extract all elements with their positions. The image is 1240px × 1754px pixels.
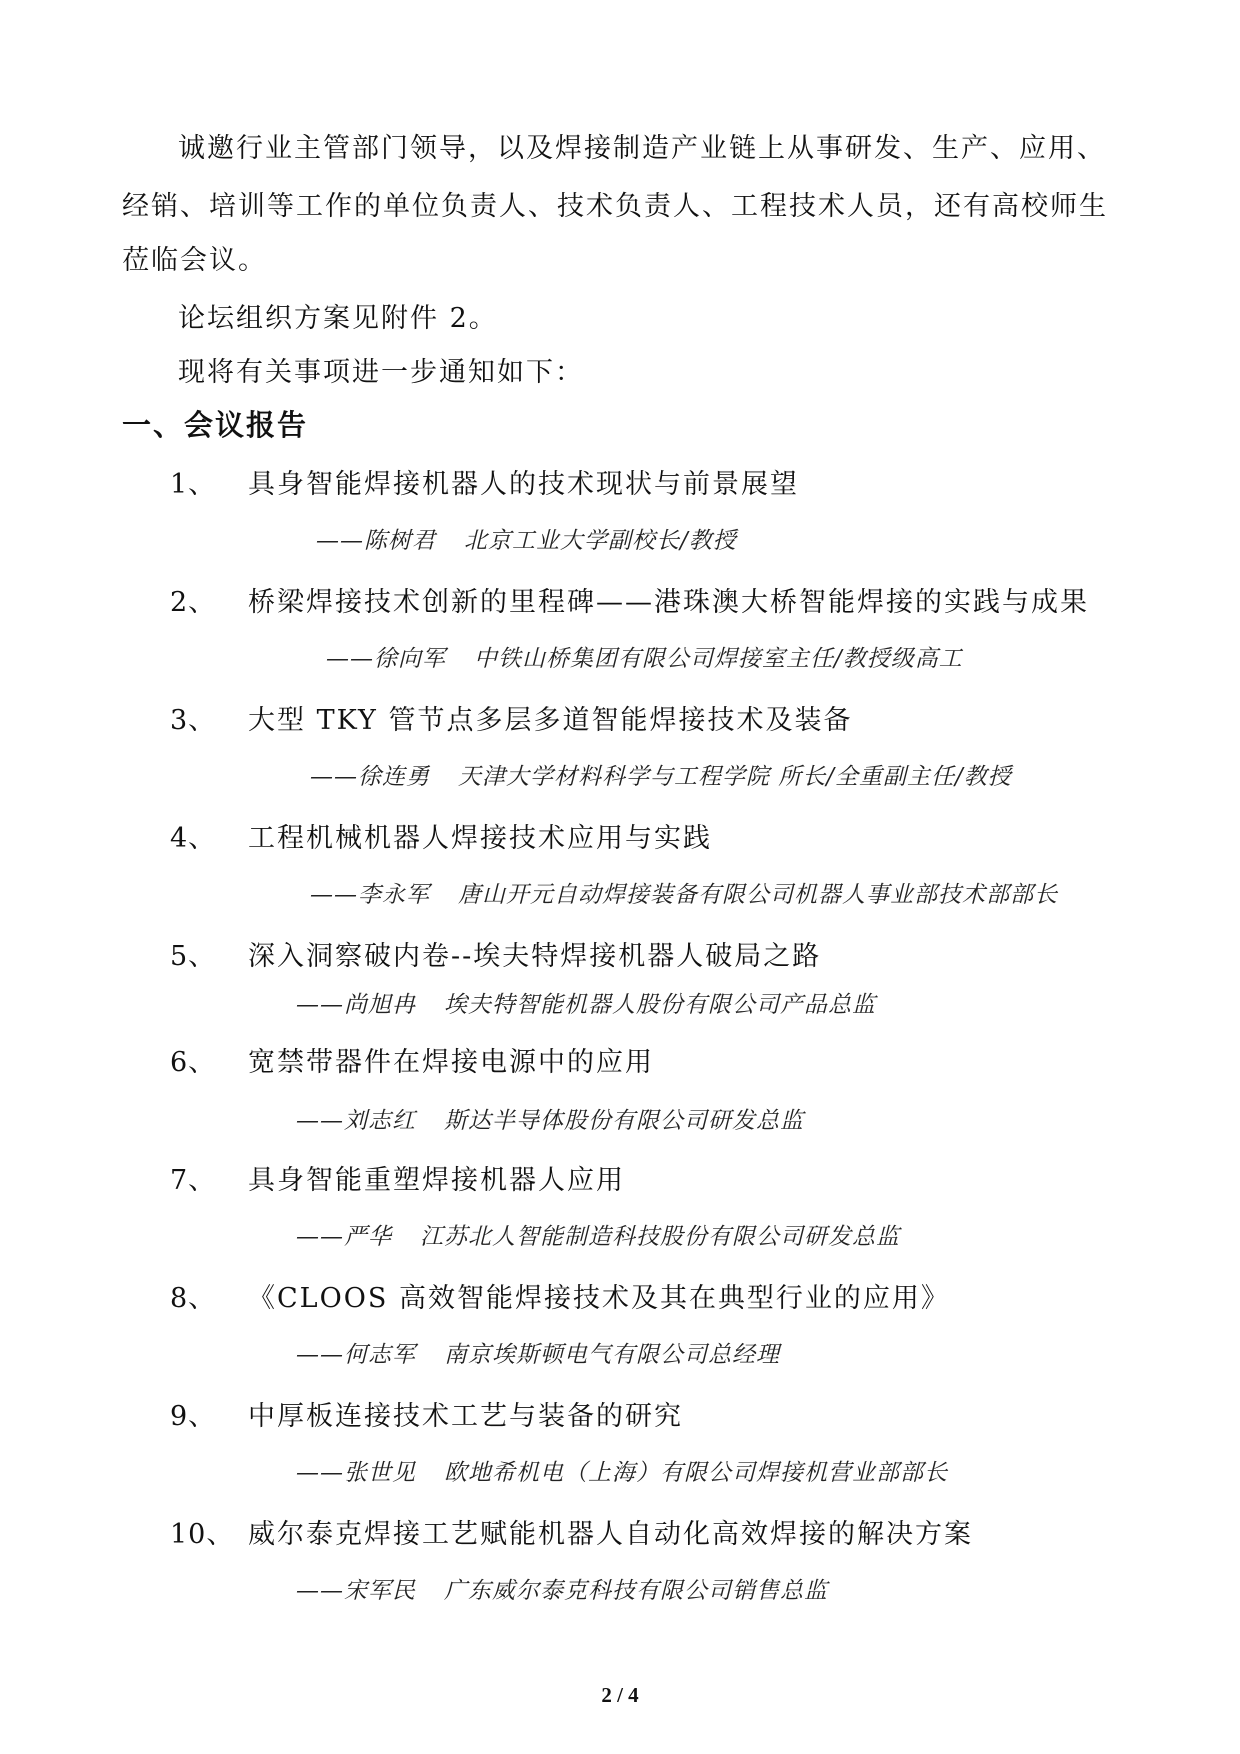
report-title: 威尔泰克焊接工艺赋能机器人自动化高效焊接的解决方案 (248, 1519, 973, 1550)
speaker-name: ——张世见 (296, 1460, 416, 1486)
speaker-name: ——尚旭冉 (296, 992, 416, 1018)
report-speaker (296, 1336, 780, 1369)
report-number: 9、 (170, 1401, 217, 1432)
report-title: 中厚板连接技术工艺与装备的研究 (248, 1401, 683, 1432)
speaker-affiliation: 埃夫特智能机器人股份有限公司产品总监 (444, 992, 876, 1018)
report-number: 3、 (170, 705, 217, 736)
report-number: 1、 (170, 469, 217, 500)
report-speaker (296, 1102, 804, 1135)
speaker-affiliation: 南京埃斯顿电气有限公司总经理 (444, 1342, 780, 1368)
report-speaker (310, 876, 1058, 909)
report-speaker (296, 1572, 828, 1605)
speaker-name: ——李永军 (310, 882, 430, 908)
section-heading: 一、会议报告 (122, 408, 309, 442)
speaker-affiliation: 斯达半导体股份有限公司研发总监 (444, 1108, 804, 1134)
speaker-name: ——严华 (296, 1224, 392, 1250)
report-title: 大型 TKY 管节点多层多道智能焊接技术及装备 (248, 705, 853, 736)
report-title: 工程机械机器人焊接技术应用与实践 (248, 823, 712, 854)
report-number: 4、 (170, 823, 217, 854)
report-number: 10、 (170, 1519, 235, 1550)
page-number: 2 / 4 (601, 1683, 639, 1707)
intro-line-1: 诚邀行业主管部门领导，以及焊接制造产业链上从事研发、生产、应用、 (178, 133, 1106, 164)
report-title: 具身智能重塑焊接机器人应用 (248, 1165, 625, 1196)
report-speaker (316, 522, 737, 555)
report-number: 7、 (170, 1165, 217, 1196)
report-number: 8、 (170, 1283, 217, 1314)
intro-line-3: 莅临会议。 (122, 245, 267, 276)
report-number: 5、 (170, 941, 217, 972)
speaker-affiliation: 中铁山桥集团有限公司焊接室主任/教授级高工 (474, 646, 963, 672)
report-title: 具身智能焊接机器人的技术现状与前景展望 (248, 469, 799, 500)
report-speaker (326, 640, 963, 673)
speaker-affiliation: 北京工业大学副校长/教授 (464, 528, 737, 554)
speaker-affiliation: 广东威尔泰克科技有限公司销售总监 (444, 1578, 828, 1604)
report-number: 6、 (170, 1047, 217, 1078)
report-title: 《CLOOS 高效智能焊接技术及其在典型行业的应用》 (248, 1283, 950, 1314)
speaker-name: ——陈树君 (316, 528, 436, 554)
speaker-affiliation: 天津大学材料科学与工程学院 所长/全重副主任/教授 (458, 764, 1012, 790)
speaker-affiliation: 江苏北人智能制造科技股份有限公司研发总监 (420, 1224, 900, 1250)
speaker-name: ——何志军 (296, 1342, 416, 1368)
intro-line-4: 论坛组织方案见附件 2。 (178, 303, 498, 334)
speaker-name: ——徐向军 (326, 646, 446, 672)
report-title: 宽禁带器件在焊接电源中的应用 (248, 1047, 654, 1078)
speaker-name: ——徐连勇 (310, 764, 430, 790)
speaker-name: ——刘志红 (296, 1108, 416, 1134)
report-title: 深入洞察破内卷--埃夫特焊接机器人破局之路 (248, 941, 822, 972)
report-speaker (296, 1218, 900, 1251)
report-speaker (310, 758, 1012, 791)
speaker-name: ——宋军民 (296, 1578, 416, 1604)
report-speaker (296, 986, 876, 1019)
report-number: 2、 (170, 587, 217, 618)
report-speaker (296, 1454, 948, 1487)
intro-line-2: 经销、培训等工作的单位负责人、技术负责人、工程技术人员，还有高校师生 (122, 191, 1108, 222)
speaker-affiliation: 欧地希机电（上海）有限公司焊接机营业部部长 (444, 1460, 948, 1486)
speaker-affiliation: 唐山开元自动焊接装备有限公司机器人事业部技术部部长 (458, 882, 1058, 908)
intro-line-5: 现将有关事项进一步通知如下： (178, 357, 584, 388)
report-title: 桥梁焊接技术创新的里程碑——港珠澳大桥智能焊接的实践与成果 (248, 587, 1089, 618)
